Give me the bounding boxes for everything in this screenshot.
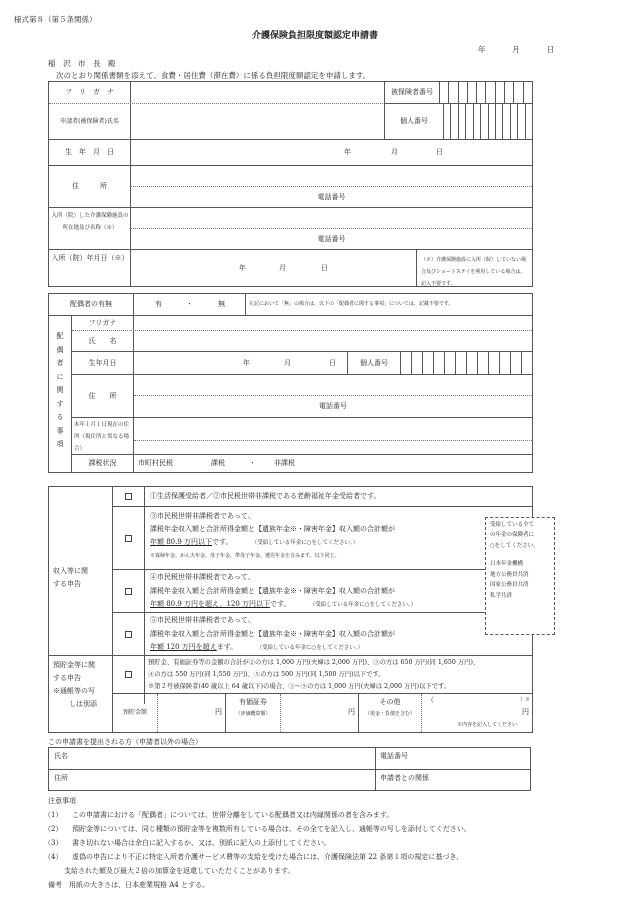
submitter-section: [48, 747, 531, 791]
digit-box[interactable]: [444, 352, 455, 374]
securities-title: 有価証券: [239, 698, 267, 706]
applicant-name-label: 申請者(被保険者)氏名: [60, 118, 119, 125]
digit-box[interactable]: [502, 104, 509, 139]
notes-heading: 注意事項: [48, 797, 76, 805]
digit-box[interactable]: [510, 352, 521, 374]
item-4-threshold: 年額 120 万円を超え: [150, 643, 217, 651]
tax-option-taxable[interactable]: 課税: [211, 459, 225, 467]
digit-box[interactable]: [488, 352, 499, 374]
income-checkbox-2[interactable]: [113, 507, 144, 569]
note-text-4: 虚偽の申告により不正に特定入所者介護サービス費等の支給を受けた場合には、介護保険法第 22 条第１項の規定に基づき、: [72, 853, 464, 861]
insured-number-label: 被保険者番号: [391, 88, 433, 96]
notes-list: [44, 808, 471, 892]
submitter-address-field[interactable]: [49, 770, 375, 790]
option-yes[interactable]: 有: [155, 300, 162, 308]
digit-box[interactable]: [504, 82, 513, 103]
item-2-footnote: ※寡婦年金、かん夫年金、母子年金、準母子年金、遺児年金を含みます。以下同じ。: [150, 553, 340, 559]
other-subtitle: （現金・負債を含む）: [364, 711, 415, 717]
income-section: [48, 486, 539, 733]
spouse-furigana-input[interactable]: [134, 316, 531, 330]
personal-number-label: 個人番号: [400, 117, 428, 125]
option-no[interactable]: 無: [218, 300, 225, 308]
note-text-3: 書き切れない場合は余白に記入するか、又は、別紙に記入の上添付してください。: [72, 839, 331, 847]
digit-box[interactable]: [476, 82, 485, 103]
personal-number-field[interactable]: [443, 104, 532, 139]
note-item-4: [44, 850, 471, 864]
item-4-tail: ます。: [216, 643, 238, 651]
digit-box[interactable]: [521, 352, 532, 374]
spouse-birth-year-unit: 年: [243, 359, 250, 367]
admission-month-unit: 月: [279, 264, 286, 272]
item-2-line-2: 課税年金収入額と合計所得金額と【遺族年金※・障害年金】収入額の合計額が: [150, 525, 395, 533]
savings-checkbox[interactable]: [113, 656, 144, 692]
digit-box[interactable]: [411, 352, 422, 374]
savings-label-2: する申告: [53, 674, 81, 682]
digit-box[interactable]: [443, 104, 450, 139]
admission-date-label: 入所（院）年月日（※）: [51, 254, 129, 262]
savings-line-1: 預貯金、有価証券等の金額の合計が②の方は 1,000 万円(夫婦は 2,000 万円)、③の方は 650 万円(同 1,650 万円)、: [148, 659, 480, 666]
securities-yen: 円: [348, 708, 355, 716]
remark: 備考 用紙の大きさは、日本産業規格 A4 とする。: [48, 881, 209, 889]
spouse-side-label: 配 偶 者 に 関 す る 事 項: [56, 332, 64, 448]
savings-label-1: 預貯金等に関: [53, 661, 95, 669]
admission-date-input[interactable]: [131, 250, 416, 286]
spouse-name-input[interactable]: [134, 331, 531, 351]
deposit-amount-input[interactable]: [158, 694, 225, 732]
item-3-line-1: ④市民税世帯非課税者であって、: [150, 573, 255, 581]
address-input[interactable]: [131, 166, 531, 186]
digit-box[interactable]: [455, 352, 466, 374]
savings-line-2: ④の方は 550 万円(同 1,550 万円)、⑤の方は 500 万円(同 1,500 万円)以下です。: [148, 671, 385, 678]
digit-box[interactable]: [466, 352, 477, 374]
insurer-selection-box: [485, 517, 555, 635]
year-label: 年: [478, 45, 486, 54]
tax-option-nontaxable[interactable]: 非課税: [274, 459, 295, 467]
spouse-birth-input[interactable]: [134, 352, 346, 374]
income-item-2: [150, 510, 395, 563]
spouse-prev-address-input[interactable]: [134, 418, 531, 440]
addressee: 稲 沢 市 長 殿: [48, 59, 116, 68]
digit-box[interactable]: [465, 104, 472, 139]
spouse-address-label: 住 所: [88, 392, 117, 400]
insurer-instruction-1: 受給している全て: [490, 522, 535, 528]
tax-municipal-label: 市町村民税: [138, 459, 173, 467]
spouse-furigana-label: フリガナ: [88, 319, 117, 327]
other-label: [359, 696, 421, 720]
deposit-yen: 円: [215, 708, 222, 716]
income-checkbox-4[interactable]: [113, 613, 144, 655]
note-item-3: [44, 836, 471, 850]
note-continuation: 支給された額及び最大２倍の加算金を返還していただくことがあります。: [64, 867, 295, 875]
other-amount-input[interactable]: [422, 694, 532, 732]
phone-label: 電話番号: [317, 193, 346, 201]
admission-note: （※）介護保険施設に入所（院）していない場合及びショートステイを利用している場合は、記入不要です。: [421, 257, 527, 287]
deposit-label: 預貯金額: [122, 709, 147, 716]
submitter-heading: この申請書を提出される方（申請者以外の場合）: [48, 738, 202, 746]
submitter-name-field[interactable]: [49, 748, 375, 769]
applicant-section: [48, 81, 533, 287]
spouse-birth-day-unit: 日: [329, 359, 336, 367]
applicant-name-input[interactable]: [131, 104, 384, 139]
item-3-threshold: 年額 80.9 万円を超え、120 万円以下: [150, 600, 271, 608]
submitter-phone-field[interactable]: [376, 748, 530, 769]
digit-box[interactable]: [525, 104, 532, 139]
digit-box[interactable]: [448, 82, 457, 103]
item-4-line-1: ⑤市民税世帯非課税者であって、: [150, 616, 255, 624]
submitter-phone-label: 電話番号: [380, 752, 408, 760]
spouse-presence-note: 左記において「無」の場合は、以下の「配偶者に関する事項」については、記載不要です。: [249, 301, 454, 307]
securities-label: [226, 696, 280, 720]
spouse-tax-label: 課税状況: [88, 459, 117, 467]
note-text-1: この申請書における「配偶者」については、世帯分離をしている配偶者又は内縁関係の者を含みます。: [72, 811, 394, 819]
day-label: 日: [546, 45, 555, 54]
furigana-label: フ リ ガ ナ: [65, 88, 114, 96]
facility-phone-label: 電話番号: [317, 235, 346, 243]
birth-date-input[interactable]: [131, 140, 531, 165]
income-checkbox-3[interactable]: [113, 570, 144, 612]
item-3-note: （受給している年金に○をしてください。）: [312, 602, 417, 608]
income-checkbox-1[interactable]: [113, 487, 144, 506]
spouse-phone-label: 電話番号: [319, 402, 347, 410]
other-paren-open: （: [427, 696, 434, 704]
note-num-3: （3）: [44, 839, 63, 847]
application-date: [478, 44, 554, 55]
other-paren-close: ）※: [519, 697, 530, 703]
spouse-section: [48, 293, 533, 473]
submitter-relation-label: 申請者との関係: [380, 774, 429, 782]
digit-box[interactable]: [485, 82, 494, 103]
spouse-prev-address-label: 本年１月１日現在の住所（現住所と異なる場合）: [74, 422, 130, 452]
item-3-line-2: 課税年金収入額と合計所得金額と【遺族年金※・障害年金】収入額の合計額が: [150, 586, 395, 595]
spouse-name-label: 氏 名: [88, 337, 117, 345]
birth-date-label: 生 年 月 日: [65, 148, 114, 156]
other-title: その他: [379, 698, 401, 706]
facility-label: 入所（院）した介護保険施設の所在地及び名称（※）: [51, 213, 129, 231]
spouse-personal-number-field[interactable]: [400, 352, 532, 374]
intro-text: 次のとおり関係書類を添えて、食費・居住費（滞在費）に係る負担限度額認定を申請します。: [56, 71, 371, 80]
digit-box[interactable]: [488, 104, 495, 139]
digit-box[interactable]: [400, 352, 411, 374]
note-num-2: （2）: [44, 825, 63, 833]
submitter-relation-field[interactable]: [376, 770, 530, 790]
digit-box[interactable]: [495, 82, 504, 103]
savings-label: [53, 659, 113, 711]
spouse-personal-number-label: 個人番号: [360, 359, 388, 367]
spouse-presence-options[interactable]: [134, 294, 244, 315]
digit-box[interactable]: [422, 352, 433, 374]
note-text-2: 預貯金等については、同じ種類の預貯金等を複数所有している場合は、その全てを記入し、通帳等の写しを添付してください。: [72, 825, 471, 833]
submitter-name-label: 氏名: [54, 752, 68, 760]
item-4-line-2: 課税年金収入額と合計所得金額と【遺族年金※・障害年金】収入額の合計額が: [150, 629, 395, 638]
item-2-line-1: ③市民税世帯非課税者であって、: [150, 512, 255, 520]
income-item-3: [150, 571, 416, 613]
securities-subtitle: （評価概算額）: [235, 711, 271, 717]
insurer-instruction-2: の年金の保険者に: [490, 532, 535, 539]
birth-day-unit: 日: [436, 148, 443, 156]
digit-box[interactable]: [517, 104, 524, 139]
page-title: 介護保険負担限度額認定申請書: [251, 31, 378, 41]
insurer-option-3[interactable]: 国家公務員共済: [490, 582, 529, 589]
item-3-tail: です。: [270, 600, 291, 608]
tax-option-separator: ・: [249, 459, 256, 467]
note-num-4: （4）: [44, 853, 63, 861]
digit-box[interactable]: [510, 104, 517, 139]
admission-day-unit: 日: [321, 264, 328, 272]
income-item-1: ①生活保護受給者／②市民税世帯非課税である老齢福祉年金受給者です。: [150, 492, 381, 500]
birth-year-unit: 年: [344, 148, 351, 156]
spouse-address-input[interactable]: [134, 375, 531, 395]
digit-box[interactable]: [513, 82, 522, 103]
digit-box[interactable]: [477, 352, 488, 374]
income-item-4: [150, 614, 395, 656]
insurer-option-2[interactable]: 地方公務員共済: [490, 571, 529, 578]
spouse-presence-label: 配偶者の有無: [70, 300, 112, 308]
other-note: ※内容を記入してください: [457, 722, 518, 728]
savings-text: [148, 657, 479, 693]
digit-box[interactable]: [433, 352, 444, 374]
month-label: 月: [512, 45, 520, 54]
furigana-input[interactable]: [131, 82, 384, 102]
option-separator: ・: [186, 300, 193, 308]
digit-box[interactable]: [480, 104, 487, 139]
securities-amount-input[interactable]: [281, 694, 358, 732]
spouse-birth-label: 生年月日: [88, 359, 117, 367]
other-yen: 円: [522, 708, 529, 716]
item-2-threshold: 年額 80.9 万円以下: [150, 538, 213, 546]
item-4-note: （受給している年金に○をしてください。）: [259, 645, 364, 651]
insured-number-field[interactable]: [439, 82, 532, 103]
form-number: 様式第８（第５条関係）: [14, 15, 97, 24]
birth-month-unit: 月: [391, 148, 398, 156]
savings-label-4: しは別添: [69, 700, 97, 708]
admission-year-unit: 年: [239, 264, 246, 272]
insurer-option-4[interactable]: 私学共済: [490, 592, 513, 599]
digit-box[interactable]: [467, 82, 476, 103]
insurer-option-1[interactable]: 日本年金機構: [490, 561, 524, 568]
submitter-address-label: 住所: [54, 774, 68, 782]
insurer-instruction-3: ○をしてください。: [490, 542, 539, 549]
savings-line-3: ※第２号被保険者(40 歳以上 64 歳以下)の場合、③～⑤の方は 1,000 万円(夫婦は 2,000 万円)以下です。: [148, 683, 451, 690]
address-label: 住 所: [72, 182, 107, 190]
digit-box[interactable]: [458, 82, 467, 103]
item-2-tail: です。: [212, 538, 233, 546]
digit-box[interactable]: [499, 352, 510, 374]
spouse-tax-options[interactable]: [134, 455, 531, 472]
spouse-birth-month-unit: 月: [284, 359, 291, 367]
digit-box[interactable]: [458, 104, 465, 139]
facility-input[interactable]: [131, 208, 531, 228]
digit-box[interactable]: [439, 82, 448, 103]
note-item-2: [44, 822, 471, 836]
digit-box[interactable]: [523, 82, 532, 103]
note-item-1: [44, 808, 471, 822]
digit-box[interactable]: [495, 104, 502, 139]
digit-box[interactable]: [473, 104, 480, 139]
note-num-1: （1）: [44, 811, 63, 819]
income-label: 収入等に関 する申告: [53, 567, 88, 588]
item-2-note: （受給している年金に○をしてください。）: [254, 540, 359, 546]
savings-label-3: ※通帳等の写: [53, 687, 95, 695]
digit-box[interactable]: [450, 104, 457, 139]
